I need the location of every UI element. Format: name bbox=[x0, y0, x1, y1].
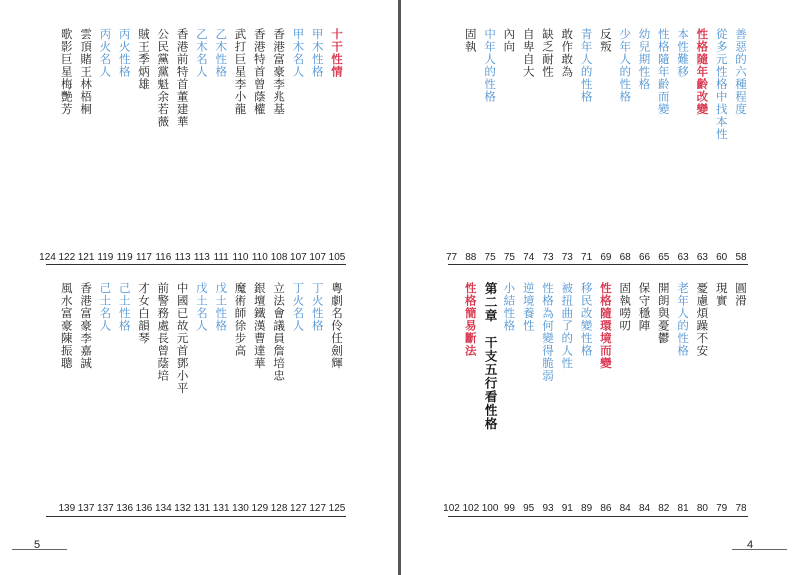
page-ref-number: 117 bbox=[136, 252, 152, 263]
subsection-entry: 青年人的性格 bbox=[579, 28, 594, 103]
subsection-entry: 丁火名人 bbox=[291, 282, 306, 332]
page-ref-number: 129 bbox=[251, 503, 269, 514]
section-heading: 性格簡易斷法 bbox=[463, 282, 478, 357]
toc-entry: 香港特首曾蔭權 bbox=[252, 28, 267, 116]
page-ref-number: 75 bbox=[503, 252, 515, 263]
page-ref-number: 125 bbox=[328, 503, 346, 514]
toc-entry: 風水富豪陳振聰 bbox=[59, 282, 74, 370]
toc-entry: 銀壇鐵漢曹達華 bbox=[252, 282, 267, 370]
page-ref-number: 100 bbox=[481, 503, 499, 514]
subsection-entry: 中年人的性格 bbox=[483, 28, 498, 103]
subsection-entry: 幼兒期性格 bbox=[637, 28, 652, 91]
page-ref-number: 110 bbox=[251, 252, 268, 263]
page-ref-number: 136 bbox=[116, 503, 134, 514]
toc-entry: 固執 bbox=[463, 28, 478, 53]
toc-entry: 賊王季炳雄 bbox=[137, 28, 151, 91]
toc-entry: 敢作敢為 bbox=[560, 28, 575, 78]
left-page-number: 5 bbox=[34, 539, 41, 551]
subsection-entry: 從多元性格中找本性 bbox=[714, 28, 729, 141]
toc-entry: 香港富豪李嘉誠 bbox=[79, 282, 94, 370]
page-ref-number: 122 bbox=[58, 252, 76, 263]
toc-entry: 雲頂賭王林梧桐 bbox=[79, 28, 94, 116]
subsection-entry: 本性難移 bbox=[676, 28, 691, 78]
right-top-divider bbox=[448, 264, 748, 265]
toc-entry: 保守穩陣 bbox=[637, 282, 652, 332]
page-ref-number: 102 bbox=[462, 503, 480, 514]
page-ref-number: 119 bbox=[97, 252, 114, 263]
toc-entry: 魔術師徐步高 bbox=[233, 282, 248, 357]
page-ref-number: 88 bbox=[465, 252, 477, 263]
page-ref-number: 78 bbox=[735, 503, 747, 514]
subsection-entry: 丁火性格 bbox=[310, 282, 325, 332]
toc-entry: 內向 bbox=[502, 28, 517, 53]
toc-entry: 憂慮煩躁不安 bbox=[695, 282, 710, 357]
page-ref-number: 102 bbox=[443, 503, 460, 514]
page-ref-number: 108 bbox=[270, 252, 288, 263]
page-ref-number: 113 bbox=[193, 252, 210, 263]
subsection-entry: 丙火性格 bbox=[117, 28, 132, 78]
subsection-entry: 己土名人 bbox=[98, 282, 113, 332]
page-ref-number: 68 bbox=[619, 252, 631, 263]
toc-entry: 武打巨星李小龍 bbox=[233, 28, 248, 116]
page-ref-number: 73 bbox=[542, 252, 554, 263]
page-ref-number: 75 bbox=[484, 252, 496, 263]
page-ref-number: 89 bbox=[581, 503, 593, 514]
right-footer-rule bbox=[732, 549, 787, 550]
page-ref-number: 127 bbox=[290, 503, 307, 514]
page-ref-number: 107 bbox=[309, 252, 327, 263]
page-ref-number: 127 bbox=[309, 503, 327, 514]
page-ref-number: 107 bbox=[290, 252, 307, 263]
toc-entry: 公民黨黨魁余若薇 bbox=[156, 28, 171, 128]
subsection-entry: 性格為何變得脆弱 bbox=[541, 282, 555, 382]
subsection-entry: 性格隨年齡而變 bbox=[656, 28, 671, 116]
page-ref-number: 86 bbox=[600, 503, 612, 514]
subsection-entry: 甲木名人 bbox=[291, 28, 306, 78]
section-heading: 十干性情 bbox=[330, 28, 344, 78]
page-ref-number: 119 bbox=[116, 252, 133, 263]
page-ref-number: 60 bbox=[716, 252, 728, 263]
subsection-entry: 甲木性格 bbox=[310, 28, 325, 78]
left-top-divider bbox=[46, 264, 346, 265]
page-ref-number: 95 bbox=[523, 503, 535, 514]
page-ref-number: 74 bbox=[523, 252, 535, 263]
page-ref-number: 110 bbox=[232, 252, 249, 263]
toc-entry: 才女白韻琴 bbox=[137, 282, 151, 345]
page-ref-number: 139 bbox=[58, 503, 76, 514]
toc-entry: 粵劇名伶任劍輝 bbox=[330, 282, 344, 370]
page-ref-number: 124 bbox=[39, 252, 56, 263]
subsection-entry: 少年人的性格 bbox=[618, 28, 633, 103]
toc-entry: 中國已故元首鄧小平 bbox=[175, 282, 190, 395]
page-ref-number: 113 bbox=[174, 252, 191, 263]
page-ref-number: 137 bbox=[77, 503, 95, 514]
page-ref-number: 131 bbox=[212, 503, 230, 514]
page-ref-number: 71 bbox=[581, 252, 593, 263]
page-ref-number: 132 bbox=[174, 503, 191, 514]
page-ref-number: 58 bbox=[735, 252, 747, 263]
toc-entry: 固執嘮叨 bbox=[618, 282, 633, 332]
page-ref-number: 136 bbox=[135, 503, 153, 514]
page-ref-number: 63 bbox=[696, 252, 708, 263]
page-ref-number: 121 bbox=[77, 252, 95, 263]
subsection-entry: 逆境養性 bbox=[521, 282, 536, 332]
page-ref-number: 65 bbox=[658, 252, 670, 263]
page-ref-number: 116 bbox=[155, 252, 172, 263]
toc-entry: 香港前特首董建華 bbox=[175, 28, 190, 128]
subsection-entry: 善惡的六種程度 bbox=[734, 28, 748, 116]
page-ref-number: 79 bbox=[716, 503, 728, 514]
subsection-entry: 移民改變性格 bbox=[579, 282, 594, 357]
page-ref-number: 128 bbox=[270, 503, 288, 514]
left-page bbox=[0, 0, 398, 575]
subsection-entry: 被扭曲了的人性 bbox=[560, 282, 575, 370]
chapter-heading: 第二章 干支五行看性格 bbox=[483, 282, 499, 431]
page-ref-number: 84 bbox=[619, 503, 631, 514]
page-ref-number: 73 bbox=[561, 252, 573, 263]
page-ref-number: 131 bbox=[193, 503, 211, 514]
subsection-entry: 老年人的性格 bbox=[676, 282, 691, 357]
toc-entry: 自卑自大 bbox=[521, 28, 536, 78]
page-ref-number: 69 bbox=[600, 252, 612, 263]
page-ref-number: 82 bbox=[658, 503, 670, 514]
toc-entry: 前警務處長曾蔭培 bbox=[156, 282, 171, 382]
subsection-entry: 己土性格 bbox=[117, 282, 132, 332]
toc-entry: 歌影巨星梅艷芳 bbox=[59, 28, 74, 116]
right-page-number: 4 bbox=[747, 539, 754, 551]
page-ref-number: 63 bbox=[677, 252, 689, 263]
page-ref-number: 66 bbox=[638, 252, 651, 263]
right-page bbox=[402, 0, 800, 575]
page-ref-number: 91 bbox=[561, 503, 573, 514]
left-bottom-divider bbox=[46, 516, 346, 517]
page-ref-number: 84 bbox=[638, 503, 651, 514]
toc-entry: 缺乏耐性 bbox=[541, 28, 555, 78]
page-ref-number: 99 bbox=[503, 503, 515, 514]
right-bottom-divider bbox=[448, 516, 748, 517]
page-ref-number: 130 bbox=[232, 503, 249, 514]
subsection-entry: 乙木名人 bbox=[194, 28, 209, 78]
subsection-entry: 乙木性格 bbox=[214, 28, 229, 78]
page-ref-number: 81 bbox=[677, 503, 689, 514]
toc-entry: 香港富豪李兆基 bbox=[272, 28, 287, 116]
page-ref-number: 134 bbox=[154, 503, 172, 514]
subsection-entry: 小結性格 bbox=[502, 282, 517, 332]
toc-entry: 反叛 bbox=[598, 28, 613, 53]
page-ref-number: 80 bbox=[696, 503, 708, 514]
toc-entry: 立法會議員詹培忠 bbox=[272, 282, 287, 382]
section-heading: 性格隨環境而變 bbox=[598, 282, 613, 370]
toc-entry: 圓滑 bbox=[734, 282, 748, 307]
page-ref-number: 93 bbox=[542, 503, 554, 514]
toc-entry: 開朗與憂鬱 bbox=[656, 282, 671, 345]
page-ref-number: 111 bbox=[213, 252, 229, 263]
section-heading: 性格隨年齡改變 bbox=[695, 28, 710, 116]
page-ref-number: 105 bbox=[328, 252, 346, 263]
page-ref-number: 137 bbox=[97, 503, 114, 514]
toc-entry: 現實 bbox=[714, 282, 729, 307]
book-spine bbox=[398, 0, 401, 575]
subsection-entry: 戊土性格 bbox=[214, 282, 229, 332]
subsection-entry: 丙火名人 bbox=[98, 28, 113, 78]
subsection-entry: 戊土名人 bbox=[194, 282, 209, 332]
page-ref-number: 77 bbox=[445, 252, 458, 263]
